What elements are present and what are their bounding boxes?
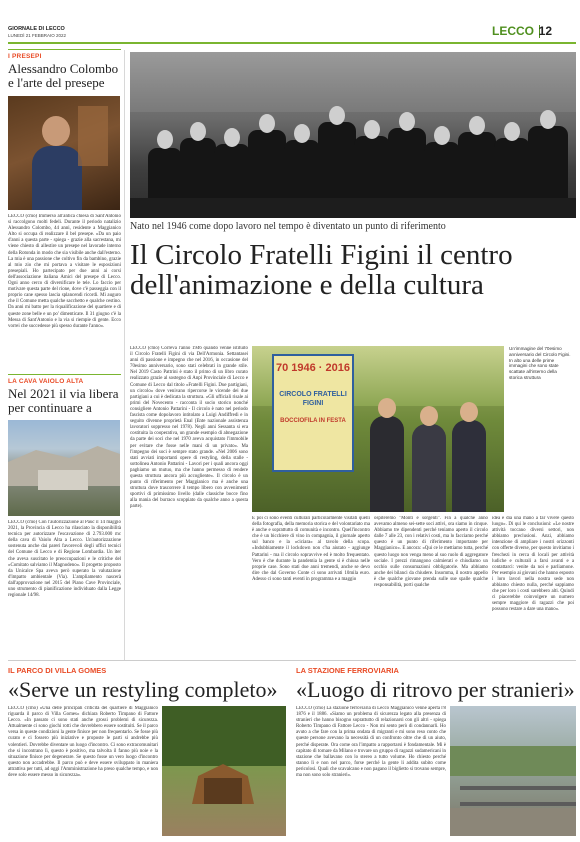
gomes-photo <box>162 706 286 836</box>
presepi-title-line-2: e l'arte del presepe <box>8 75 105 90</box>
stazione-photo <box>450 706 576 836</box>
presepi-body: LECCO (cmo) Immerso all'antica chiesa di Sant'Antonio si raccolgono molti fedeli. Durante il periodo natalizio Alessandro Colombo, 44 anni, residente a Maggianico Alto si occupa di realizzare il bel presepe. «Da un paio d'anni a questa parte - spiega - grazie alla sacrestana, mi viene chiesto di allestire un presepe nel lavorade interno della Rotonda in modo che sia visibile anche dall'esterno. La mia è una passione che coltivo fin da bambino, grazie al mio zio che mi portava a visitare le esposizioni presepiali. Ho partecipato per due anni ai corsi dell'associazione italiana Amici del presepe di Lecco. Ogni anno cerco di diversificare le tele. Lo faccio per motivare questa parte del rione, dove c'è passeggia con il proprio cane spesso lascia splancendi ricordi. Mi auguro che il Comune metta qualche sacchetto e qualche cestino. Da anni mi batto per la riqualificazione del quartiere e di queste zone belle e un po' dimenticate. Il 31 giugno c'è la Messa di Sant'Antonio e la via si riempie di gente. Ecco vorrei che succedesse più spesso durante l'anno». <box>8 214 121 329</box>
presepi-headline <box>8 62 122 90</box>
section-name: LECCO <box>492 24 534 38</box>
main-headline <box>130 240 576 300</box>
gomes-kicker: IL PARCO DI VILLA GOMES <box>8 666 107 675</box>
anniversary-photo <box>252 346 504 512</box>
anniversary-banner <box>272 354 354 472</box>
stazione-headline: «Luogo di ritrovo per stranieri» <box>296 677 575 702</box>
presepi-photo <box>8 96 120 210</box>
presepi-kicker: I PRESEPI <box>8 53 42 60</box>
banner-top: 70 1946 · 2016 <box>275 362 350 374</box>
main-title-line-1: Il Circolo Fratelli Figini il centro <box>130 239 513 271</box>
photo-caption: Un'immagine del 70esimo anniversario del Circolo Figini. In alto una delle prime immagini che sono state scattate all'interno della storica struttura <box>509 346 571 380</box>
masthead-date: LUNEDÌ 21 FEBBRAIO 2022 <box>8 33 67 38</box>
column-rule <box>124 50 125 660</box>
main-col-1: LECCO (cmo) Correva l'anno 1946 quando venne istituito il Circolo Fratelli Figini di via Dell'Armonia. Settantasei anni di passione e impegno che nel 2016, in occasione del 70esimo anniversario, sono stati celebrati in grande stile. Nel 2019 Casto Pattrini è stato il primo di un libro curato realizzato grazie al sostegno di Anpi Provinciale di Lecco e Comune di Lecco dal titolo «Fratelli Figini. Due partigiani, un circolo» dove venivano ripercorse le vicende dei due partigiani a cui è dedicata la struttura. «Gli ufficiali risale ai primi del Novecento - racconta il socio storico nonché consigliere Antonio Pattarini - Il circolo è nato nel periodo fascista come dopolavoro intitolato a Luigi Andiffredi e in seguito divenne proprietà Enal (Ente nazionale assistenza lavoratori soppresso nel 1978). Negli anni Sessanta si era costituita la cooperativa, un grande esempio di abnegazione da parte dei soci che nel 1970 aveva acquistato l'immobile per evitare che fosse nelle mani di un privato». Ma l'impegno dei soci è sempre stato grande. «Nel 2006 sono stati avviati importanti opere di restyling, della stalle - sottolinea Antonio Pattarini - Lavori per i quali ancora oggi paghiamo un mutuo, ma che hanno permesso di rendere questa struttura ancora più accogliente». Il circolo è un punto di riferimento per Maggianico ma è anche una struttura dove trascorrere il tempo libero con avvenimenti sportivi di primissimo livello (dalle classiche bocce fino alla mania del burraco scoppiato da qualche anno a questa parte). <box>130 346 248 510</box>
cava-body: LECCO (cmo) Con l'autorizzazione al Pauc il 14 maggio 2021, la Provincia di Lecco ha rilasciato la disponibilità tecnica per autorizzare l'escavazione di 2.793.000 mc della cava di Vaiolo Alta a Lecco. Un'autorizzazione sostenuta anche dai pareri favorevoli degli uffici tecnici del Comune di Lecco e di Regione Lombardia. Un iter che aveva suscitato le preoccupazioni e le critiche del «Comitato salviamo il Magnodeno». Il progetto proposto da Unicalce Spa aveva però superato la valutazione d'impatto ambientale (Via). L'ampliamento nascerà dall'approvazione nel 2015 del Piano Cave Provinciale, uno strumento di pianificazione individuato dalla Legge regionale 14/98. <box>8 520 121 599</box>
gomes-body: LECCO (cmo) «Una delle principali criticità del quartiere di Maggianico riguarda il parco di Villa Gomes» dichiara Roberto Timpano di Fattore Lecco. «In passato ci sono stati anche grossi problemi di sicurezza. Attualmente ci sono giochi rotti che dovrebbero essere sostituiti. Se il parco versa in queste condizioni la gente finisce per non frequentarlo. Se fosse più curato e ci fossero più iniziative e proposte le parti si andrebbe più volentieri. Dovrebbe diventare un luogo d'incontro. Ci sono extracomunitari che si incontrano lì, questo è positivo, ma talvolta il fanno più noie e la situazione finisce per degenerare. Se questo fosse un vero luogo d'incontro questo non accadrebbe. Il parco può e deve essere sviluppato in maniera attrattiva per tutti, ad oggi l'Amministrazione ha preso qualche tempo, e non deve solo essere messo in sicurezza». <box>8 706 158 779</box>
cava-title-line-2: per continuare a <box>8 400 92 415</box>
banner-sub: BOCCIOFILA IN FESTA <box>280 418 346 424</box>
page-number: 12 <box>538 24 552 38</box>
main-subtitle: Nato nel 1946 come dopo lavoro nel tempo è diventato un punto di riferimento <box>130 221 446 232</box>
gomes-headline: «Serve un restyling completo» <box>8 677 278 702</box>
historic-group-photo <box>130 52 576 218</box>
cava-photo <box>8 420 120 516</box>
bottom-rule <box>8 660 576 661</box>
main-col-3: ospiteremo "Monti e sorgenti". Fin a qualche anno avevamo almeno sei-sette soci attivi, ora siamo in cinque. Abbiamo tre dipendenti perché teniamo aperto il circolo dalle 7 alle 23, con i relativi costi, ma lo facciamo perché questo è un punto di riferimento importante per Maggianico». E ancora: «Qui ce le mettiamo tutta, perché questo luogo non venga meno al suo ruolo di aggregatore sociale. I prezzi rimangono calmierati e chiudiamo un occhio sulle consumazioni obbligatorie. Ma abbiamo anche dei bilanci da chiudere. Insomma, il nostro appello è che qualche giovane prenda sulle sue spalle qualche responsabilità, porti qualche <box>374 516 488 589</box>
banner-main: CIRCOLO FRATELLI FIGINI <box>279 391 347 407</box>
main-col-2: È poi ci sono eventi culturali particolarmente visitati quelli della fotografia, della memoria storica e del volontariato ma è anche e soprattutto di comunità e incontro. Quell'incontro che è un bicchiere di vino in compagnia, il giornale aperto sul banco e la «ciciara» al tavolo della scopa. «Indubbiamente il lockdown non c'ha aiutato - aggiunge Pattarini - ma il circolo sopravvive ed è molto frequentato. Vero è che durante la pandemia la gente si è chiusa nelle proprie case. Sono stati due anni tremendi, anche se devo dire che dal Governo Conte ci sono arrivati 10mila euro. Adesso ci sono tanti eventi in programma e a maggio <box>252 516 370 582</box>
cava-kicker: LA CAVA VAIOLO ALTA <box>8 378 84 385</box>
presepi-title-line-1: Alessandro Colombo <box>8 61 119 76</box>
stazione-body: LECCO (cmo) La stazione ferroviaria di Lecco Maggianico venne aperta l'8 1876 e il 1886. «Siamo un problema di sicurezza legato alla presenza di stranieri che hanno bisogno soprattutto di relazionarsi con gli altri - spiega Roberto Timpano di Fattore Lecco - Non mi sento però di condannarli. Ho avuto a che fare con la prima ondata di migranti e mi sono reso conto che queste persone avevano la necessità di un confronto oltre che di un aiuto, perché disperate. Ora come ora l'impatto a rapportarsi è fondamentale. Mi è capitato di tornare da Milano e trovare un gruppo di ragazzi sudamericani in stazione che ballavano con lo stereo a tutto volume. Ho chiesto perché stanno lì e non nel parco, forse perché la gente li addita subito come pericolosi. Quali che scavalcano e non pagano il biglietto si trovano sempre, ma non sono solo stranieri». <box>296 706 446 779</box>
stazione-kicker: LA STAZIONE FERROVIARIA <box>296 666 399 675</box>
main-title-line-2: dell'animazione e della cultura <box>130 269 484 301</box>
cava-title-line-1: Nel 2021 il via libera <box>8 386 119 401</box>
kicker-rule <box>8 374 121 375</box>
masthead-name: GIORNALE DI LECCO <box>8 26 65 32</box>
main-col-4: idea e dia una mano a far vivere questo luogo». Di qui le conclusioni: «Le nostre attività toccano diversi settori, non abbiamo preclusioni. Anzi, abbiamo intenzione di ampliare i nostri orizzonti con offerte diverse, per questo invitiamo i freschezi in cerca di locali per attività ludiche e culturali a farsi avanti e a contattarci: venite da noi e parliamone. Per esempio ai giovani che hanno esposto i loro lavori nella nostra sede non abbiamo chiesto nulla, perché sappiamo che per loro i costi sarebbero alti. Quindi ci piacerebbe coinvolgere un numero sempre maggiore di ragazzi che poi possono restare a dare una mano». <box>492 516 574 613</box>
kicker-rule <box>8 49 121 50</box>
masthead-rule <box>8 42 576 44</box>
